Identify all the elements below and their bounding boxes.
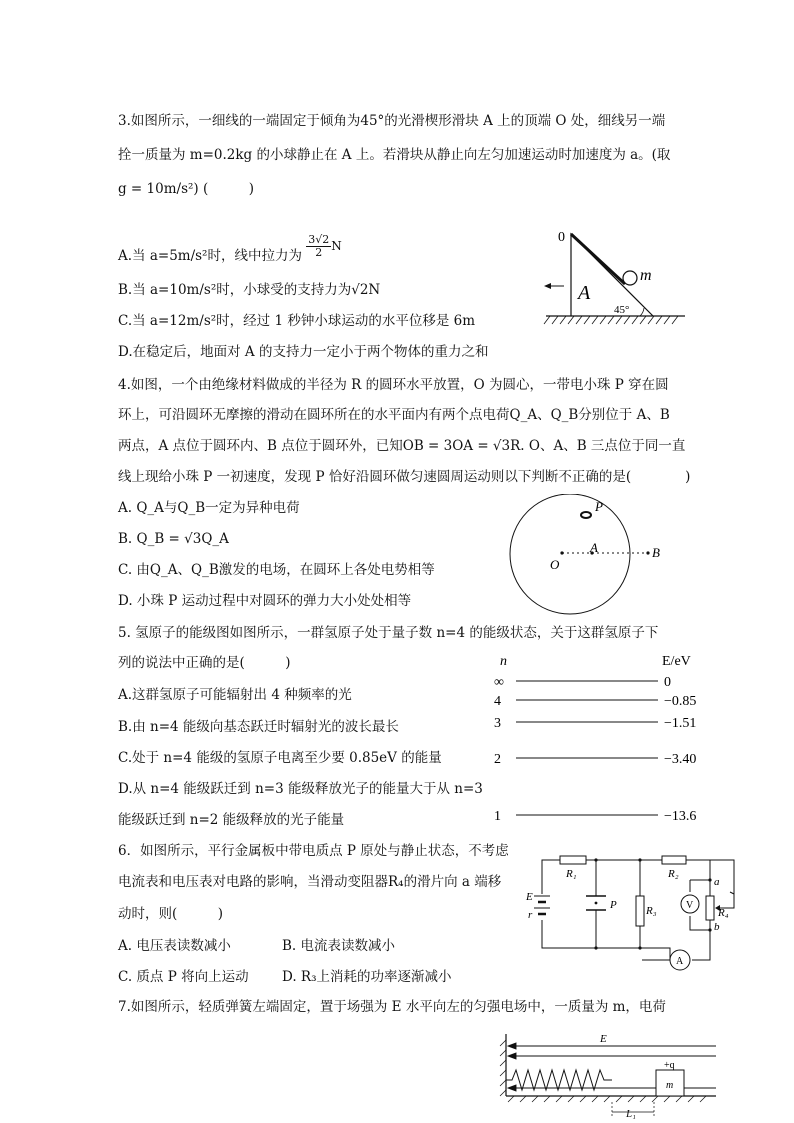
q3-option-a-unit: N: [331, 239, 342, 253]
q4-line-2: 环上，可沿圆环无摩擦的滑动在圆环所在的水平面内有两个点电荷Q_A、Q_B分别位于 A、B: [118, 407, 670, 423]
level-label-e: −1.51: [664, 716, 697, 731]
q3-option-b: B.当 a=10m/s²时，小球受的支持力为√2N: [118, 282, 381, 298]
fraction-denominator: 2: [315, 246, 323, 259]
label-m: m: [640, 267, 652, 284]
q3-line-2: 拴一质量为 m=0.2kg 的小球静止在 A 上。若滑块从静止向左匀加速运动时加速度为 a。(取: [118, 147, 671, 163]
q6-line-1: 6．如图所示，平行金属板中带电质点 P 原处与静止状态，不考虑: [118, 843, 509, 859]
resistor-r3: [636, 896, 644, 926]
point-b: [646, 551, 649, 554]
label-a: A: [590, 540, 598, 555]
q5-line-1: 5. 氢原子的能级图如图所示，一群氢原子处于量子数 n=4 的能级状态，关于这群氢原子下: [118, 625, 659, 641]
label-b-end: b: [714, 921, 720, 933]
label-wedge-a: A: [578, 282, 591, 304]
label-r1: R₁: [566, 868, 577, 880]
q4-option-b: B. Q_B = √3Q_A: [118, 531, 229, 547]
label-l1: L₁: [626, 1108, 636, 1120]
label-o: O: [550, 557, 560, 572]
q6-option-c: C. 质点 P 将向上运动: [118, 969, 249, 985]
q3-line-3: g = 10m/s²) ( ): [118, 181, 254, 197]
q3-option-a-text: A.当 a=5m/s²时，线中拉力为: [118, 248, 302, 264]
point-o: [560, 551, 563, 554]
level-label-e: −3.40: [664, 752, 697, 767]
label-p: P: [610, 899, 617, 911]
level-label-e: 0: [664, 675, 671, 690]
q5-energy-level-diagram: [488, 650, 728, 830]
ball: [623, 271, 637, 285]
q3-wedge-figure: [540, 222, 690, 330]
level-label-n: 1: [494, 809, 501, 824]
q6-option-a: A. 电压表读数减小: [118, 938, 231, 954]
label-r: r: [528, 909, 533, 921]
q5-option-c: C.处于 n=4 能级的氢原子电离至少要 0.85eV 的能量: [118, 750, 442, 766]
label-e: E: [600, 1033, 607, 1045]
field-lines: [508, 1043, 716, 1091]
q4-line-4: 线上现给小珠 P 一初速度，发现 P 恰好沿圆环做匀速圆周运动则以下判断不正确的是( ): [118, 469, 691, 485]
q5-option-b: B.由 n=4 能级向基态跃迁时辐射光的波长最长: [118, 719, 399, 735]
q3-option-c: C.当 a=12m/s²时，经过 1 秒钟小球运动的水平位移是 6m: [118, 313, 476, 329]
q3-line-1: 3.如图所示，一细线的一端固定于倾角为45°的光滑楔形滑块 A 上的顶端 O 处，细线另一端: [118, 113, 666, 129]
resistor-r2: [662, 856, 686, 864]
level-label-n: 4: [494, 694, 501, 709]
angle-arc: [640, 308, 644, 316]
level-label-e: −0.85: [664, 694, 697, 709]
q4-option-c: C. 由Q_A、Q_B激发的电场，在圆环上各处电势相等: [118, 562, 435, 578]
battery: [534, 896, 550, 914]
label-o: 0: [558, 230, 565, 245]
bead-p: [581, 512, 591, 518]
label-angle: 45°: [614, 304, 630, 316]
label-r4: R₄: [718, 907, 729, 919]
q5-option-a: A.这群氢原子可能辐射出 4 种频率的光: [118, 687, 352, 703]
q3-option-d: D.在稳定后，地面对 A 的支持力一定小于两个物体的重力之和: [118, 344, 489, 360]
resistor-r4: [706, 896, 714, 920]
q3-option-a: [118, 233, 342, 269]
label-r3: R₃: [646, 905, 657, 917]
string-line: [571, 234, 625, 284]
acceleration-arrowhead: [544, 283, 551, 289]
floor-hatching: [508, 1096, 706, 1102]
label-e: E: [526, 891, 533, 903]
spring: [506, 1070, 612, 1090]
label-ammeter-a: A: [676, 956, 684, 967]
label-r2: R₂: [668, 868, 679, 880]
label-v: V: [686, 900, 694, 911]
q7-line-1: 7.如图所示，轻质弹簧左端固定，置于场强为 E 水平向左的匀强电场中，一质量为 m，电荷: [118, 999, 666, 1015]
fraction-numerator: 3√2: [308, 233, 330, 246]
q3-option-a-fraction: [306, 234, 331, 259]
q6-option-d: D. R₃上消耗的功率逐渐减小: [282, 969, 452, 985]
q4-line-3: 两点，A 点位于圆环内、B 点位于圆环外，已知OB = 3OA = √3R. O、A、B 三点位于同一直: [118, 438, 686, 454]
ground-hatching: [544, 316, 678, 324]
q4-option-a: A. Q_A与Q_B一定为异种电荷: [118, 500, 300, 516]
q5-line-2: 列的说法中正确的是( ): [118, 655, 291, 671]
label-a-end: a: [714, 876, 720, 888]
wall-hatching: [500, 1040, 506, 1096]
q7-spring-figure: [494, 1030, 724, 1120]
slider-wire: [718, 894, 734, 908]
q6-line-2: 电流表和电压表对电路的影响，当滑动变阻器R₄的滑片向 a 端移: [118, 874, 502, 890]
q6-line-3: 动时，则( ): [118, 906, 224, 922]
q5-option-d-2: 能级跃迁到 n=2 能级释放的光子能量: [118, 812, 345, 828]
level-label-n: 2: [494, 752, 501, 767]
level-label-n: 3: [494, 716, 501, 731]
q6-circuit-figure: [524, 852, 754, 972]
level-label-n: ∞: [494, 675, 504, 690]
label-p: P: [595, 499, 603, 514]
level-label-e: −13.6: [664, 809, 697, 824]
label-q: +q: [664, 1060, 675, 1071]
resistor-r1: [560, 856, 586, 864]
q5-option-d-1: D.从 n=4 能级跃迁到 n=3 能级释放光子的能量大于从 n=3: [118, 781, 483, 797]
label-b: B: [652, 545, 660, 560]
q6-option-b: B. 电流表读数减小: [282, 938, 396, 954]
q4-line-1: 4.如图，一个由绝缘材料做成的半径为 R 的圆环水平放置，O 为圆心，一带电小珠 P 穿在圆: [118, 377, 669, 393]
label-m: m: [666, 1080, 674, 1091]
q4-ring-figure: [500, 494, 680, 620]
header-e: E/eV: [662, 654, 691, 669]
q4-option-d: D. 小珠 P 运动过程中对圆环的弹力大小处处相等: [118, 593, 412, 609]
header-n: n: [500, 654, 507, 669]
particle-p: [595, 902, 598, 905]
ring: [510, 494, 630, 614]
